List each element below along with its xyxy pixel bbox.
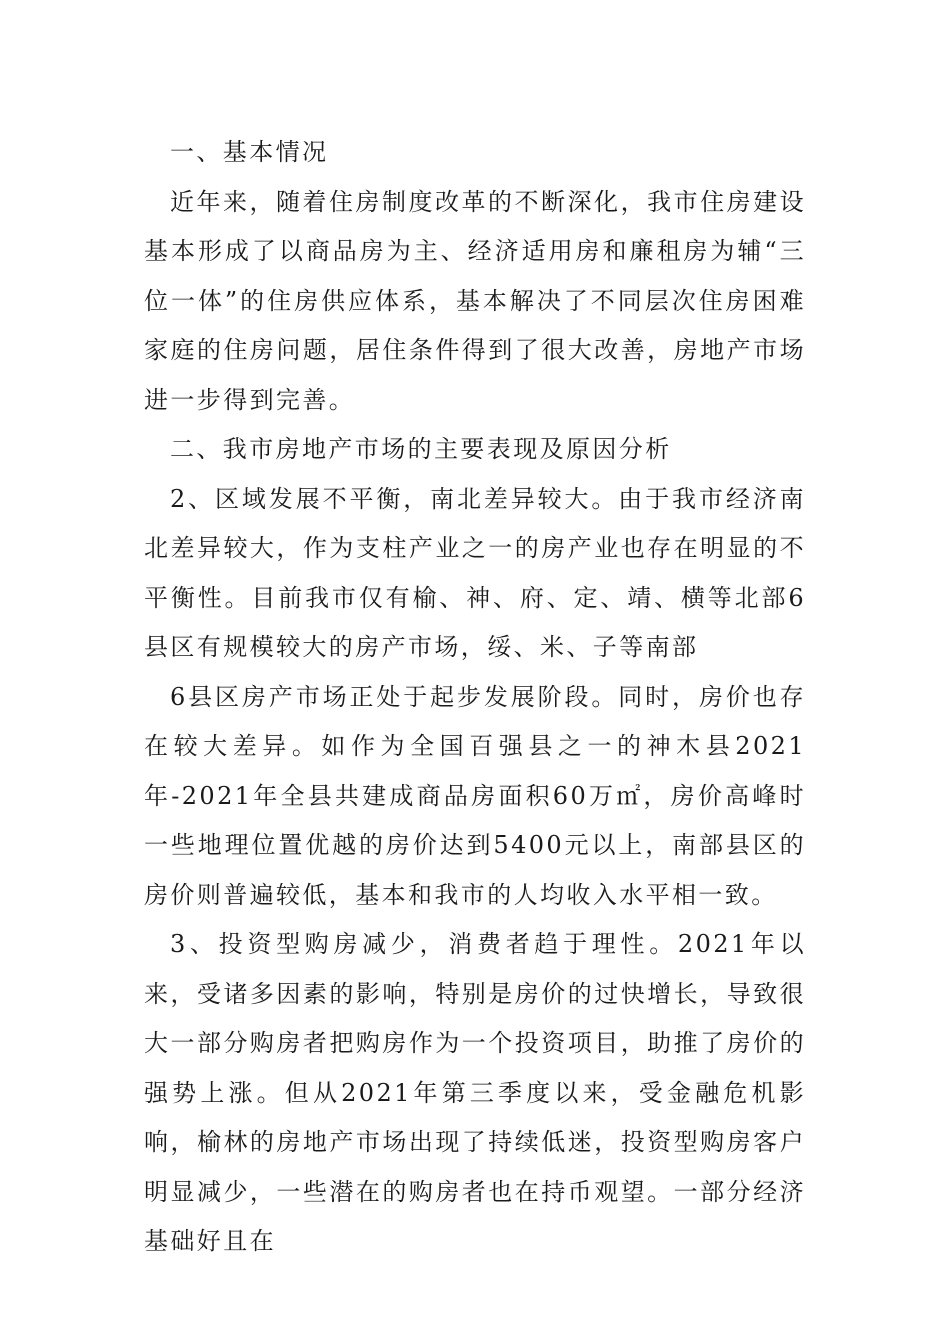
paragraph-housing-reform: 近年来，随着住房制度改革的不断深化，我市住房建设基本形成了以商品房为主、经济适用房和廉租房为辅“三位一体”的住房供应体系，基本解决了不同层次住房困难家庭的住房问题，居住条件得到了很大改善，房地产市场进一步得到完善。: [144, 187, 806, 414]
section-heading-basic-situation: 一、基本情况: [170, 138, 329, 166]
paragraph-price-differences: 6县区房产市场正处于起步发展阶段。同时，房价也存在较大差异。如作为全国百强县之一的神木县2021年-2021年全县共建成商品房面积60万㎡，房价高峰时一些地理位置优越的房价达到5400元以上，南部县区的房价则普遍较低，基本和我市的人均收入水平相一致。: [144, 682, 806, 909]
section-heading-market-analysis: 二、我市房地产市场的主要表现及原因分析: [170, 435, 672, 463]
document-body: [144, 128, 806, 1267]
paragraph-investment-decline: 3、投资型购房减少，消费者趋于理性。2021年以来，受诸多因素的影响，特别是房价的过快增长，导致很大一部分购房者把购房作为一个投资项目，助推了房价的强势上涨。但从2021年第三季度以来，受金融危机影响，榆林的房地产市场出现了持续低迷，投资型购房客户明显减少，一些潜在的购房者也在持币观望。一部分经济基础好且在: [144, 930, 806, 1255]
paragraph-regional-imbalance: 2、区域发展不平衡，南北差异较大。由于我市经济南北差异较大，作为支柱产业之一的房产业也存在明显的不平衡性。目前我市仅有榆、神、府、定、靖、横等北部6县区有规模较大的房产市场，绥、米、子等南部: [144, 484, 806, 661]
